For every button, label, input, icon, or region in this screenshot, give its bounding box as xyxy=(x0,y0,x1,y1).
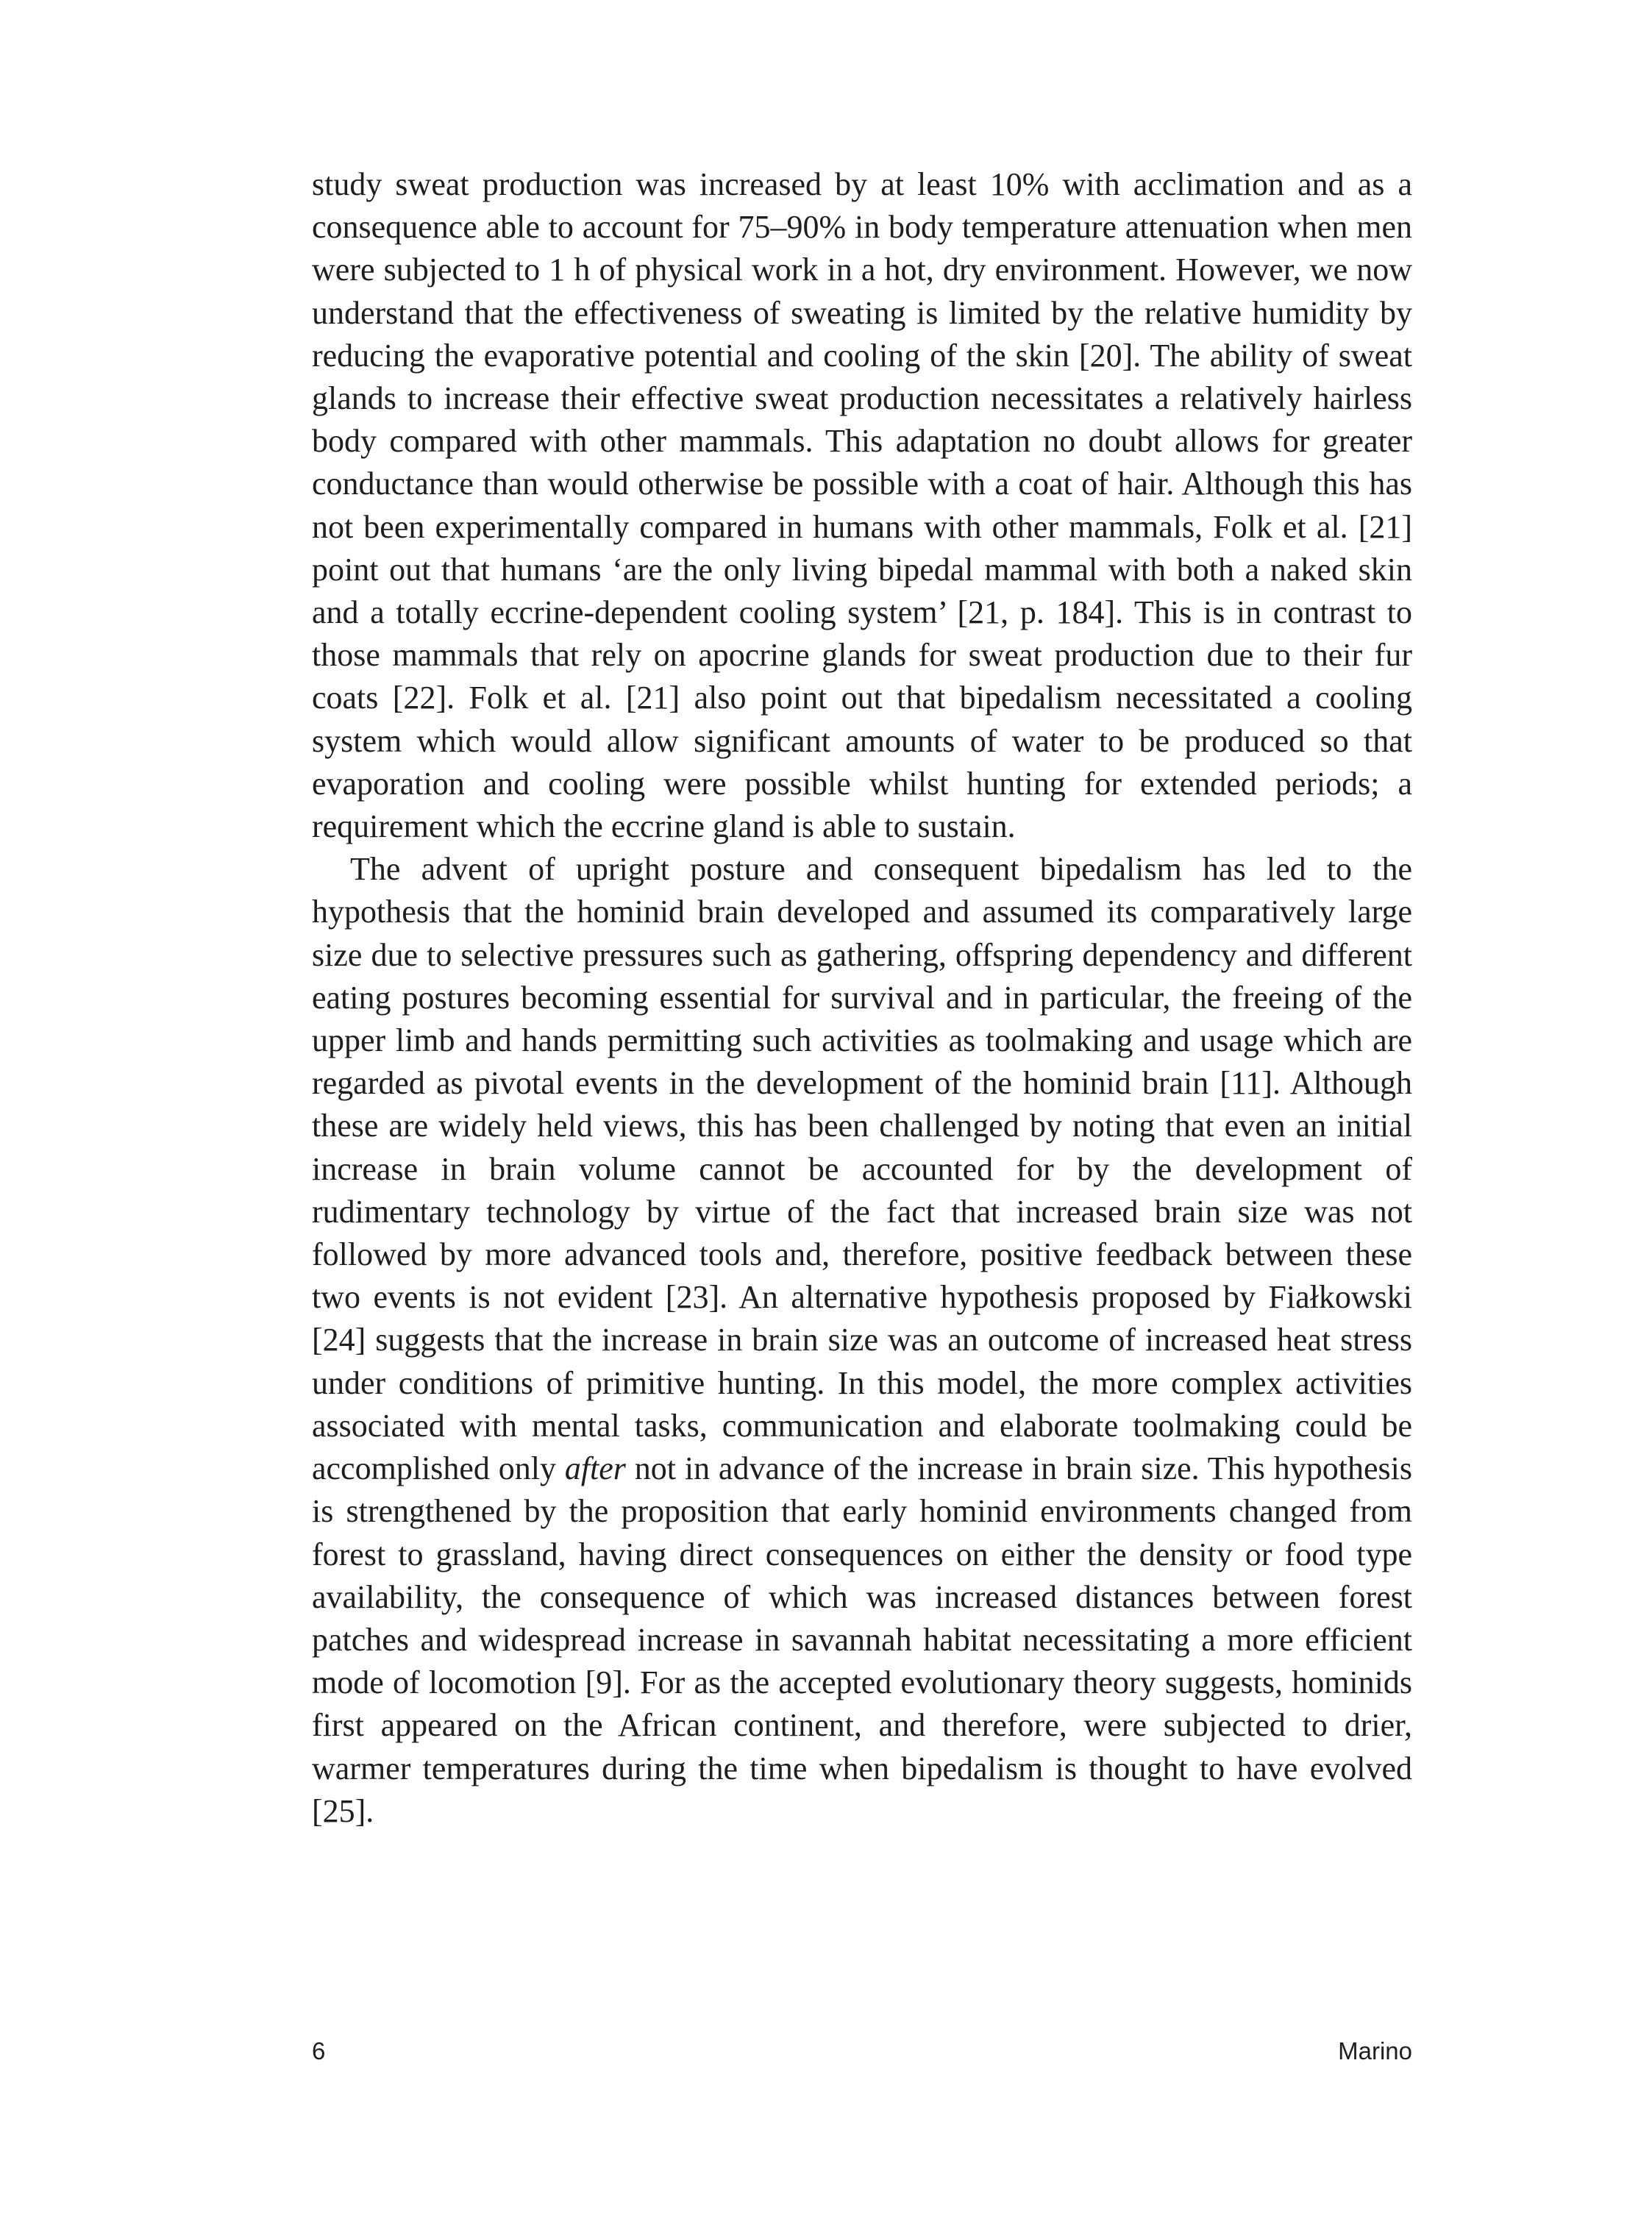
body-text xyxy=(312,163,1412,1833)
page-footer xyxy=(312,2037,1412,2074)
paragraph-text-part: The advent of upright posture and consequent bipedalism has led to the hypothesis that the hominid brain developed and assumed its comparatively large size due to selective pressures such as gathering, offspring dependency and different eating postures becoming essential for survival and in particular, the freeing of the upper limb and hands permitting such activities as toolmaking and usage which are regarded as pivotal events in the development of the hominid brain [11]. Although these are widely held views, this has been challenged by noting that even an initial increase in brain volume cannot be accounted for by the development of rudimentary technology by virtue of the fact that increased brain size was not followed by more advanced tools and, therefore, positive feedback between these two events is not evident [23]. An alternative hypothesis proposed by Fiałkowski [24] suggests that the increase in brain size was an outcome of increased heat stress under conditions of primitive hunting. In this model, the more complex activities associated with mental tasks, communication and elaborate toolmaking could be accomplished only xyxy=(312,851,1412,1487)
page-number: 6 xyxy=(312,2037,326,2064)
paragraph-bipedalism-brain xyxy=(312,848,1412,1833)
paragraph-text-part: not in advance of the increase in brain size. This hypothesis is strengthened by the proposition that early hominid environments changed from forest to grassland, having direct consequences on either the density or food type availability, the consequence of which was increased distances between forest patches and widespread increase in savannah habitat necessitating a more efficient mode of locomotion [9]. For as the accepted evolutionary theory suggests, hominids first appeared on the African continent, and therefore, were subjected to drier, warmer temperatures during the time when bipedalism is thought to have evolved [25]. xyxy=(312,1450,1412,1829)
italic-emphasis: after xyxy=(564,1450,626,1487)
running-head-author: Marino xyxy=(1338,2037,1412,2064)
paragraph-sweat-production: study sweat production was increased by at least 10% with acclimation and as a consequence able to account for 75–90% in body temperature attenuation when men were subjected to 1 h of physical work in a hot, dry environment. However, we now understand that the effectiveness of sweating is limited by the relative humidity by reducing the evaporative potential and cooling of the skin [20]. The ability of sweat glands to increase their effective sweat production necessitates a relatively hairless body compared with other mammals. This adaptation no doubt allows for greater conductance than would otherwise be possible with a coat of hair. Although this has not been experimentally compared in humans with other mammals, Folk et al. [21] point out that humans ‘are the only living bipedal mammal with both a naked skin and a totally eccrine-dependent cooling system’ [21, p. 184]. This is in contrast to those mammals that rely on apocrine glands for sweat production due to their fur coats [22]. Folk et al. [21] also point out that bipedalism necessitated a cooling system which would allow significant amounts of water to be produced so that evaporation and cooling were possible whilst hunting for extended periods; a requirement which the eccrine gland is able to sustain. xyxy=(312,166,1412,845)
